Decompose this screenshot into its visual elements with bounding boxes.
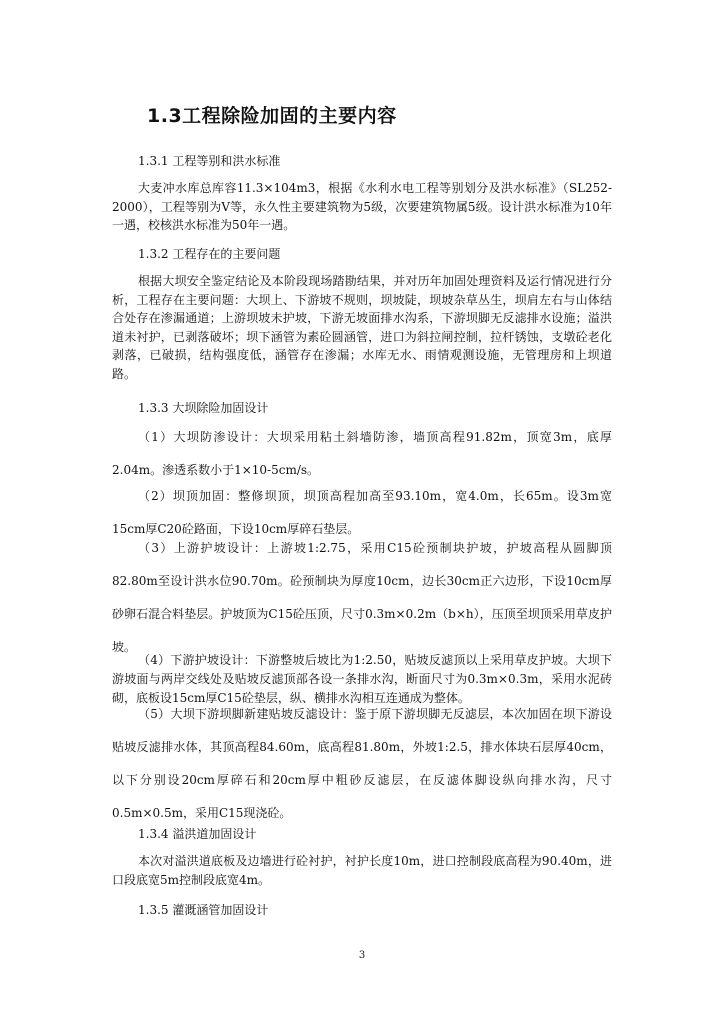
paragraph-spillway: 本次对溢洪道底板及边墙进行砼衬护，衬护长度10m，进口控制段底高程为90.40m，进口段底宽5m控制段底宽4m。 bbox=[112, 854, 612, 887]
section-heading: 1.3工程除险加固的主要内容 bbox=[147, 105, 397, 127]
paragraph-dam-crest: （2）坝顶加固：整修坝顶，坝顶高程加高至93.10m，宽4.0m，长65m。设3m宽15cm厚C20砼路面，下设10cm厚碎石垫层。 bbox=[112, 489, 612, 536]
subsection-title-1-3-4: 1.3.4 溢洪道加固设计 bbox=[138, 827, 257, 841]
subsection-title-1-3-3: 1.3.3 大坝除险加固设计 bbox=[138, 401, 269, 415]
paragraph-downstream-filter: （5）大坝下游坝脚新建贴坡反滤设计：鉴于原下游坝脚无反滤层，本次加固在坝下游设贴坡反滤排水体，其顶高程84.60m，底高程81.80m，外坡1:2.5，排水体块石层厚40cm，以下分别设20cm厚碎石和20cm厚中粗砂反滤层，在反滤体脚设纵向排水沟，尺寸0.5m×0.5m，采用C15现浇砼。 bbox=[112, 707, 612, 820]
paragraph-downstream-slope: （4）下游护坡设计：下游整坡后坡比为1:2.50，贴坡反滤顶以上采用草皮护坡。大坝下游坡面与两岸交线处及贴坡反滤顶部各设一条排水沟，断面尺寸为0.3m×0.3m，采用水泥砖砌，底板设15cm厚C15砼垫层，纵、横排水沟相互连通成为整体。 bbox=[112, 653, 612, 705]
subsection-title-1-3-2: 1.3.2 工程存在的主要问题 bbox=[138, 247, 281, 261]
paragraph-upstream-slope: （3）上游护坡设计：上游坡1:2.75，采用C15砼预制块护坡，护坡高程从圆脚顶82.80m至设计洪水位90.70m。砼预制块为厚度10cm，边长30cm正六边形，下设10cm厚砂卵石混合料垫层。护坡顶为C15砼压顶，尺寸0.3m×0.2m（b×h），压顶至坝顶采用草皮护坡。 bbox=[112, 541, 612, 654]
subsection-title-1-3-1: 1.3.1 工程等别和洪水标准 bbox=[138, 154, 281, 168]
page-number: 3 bbox=[358, 950, 366, 961]
paragraph-flood-standard: 大麦冲水库总库容11.3×104m3，根据《水利水电工程等别划分及洪水标准》（SL252-2000），工程等别为Ⅴ等，永久性主要建筑物为5级，次要建筑物属5级。设计洪水标准为10年一遇，校核洪水标准为50年一遇。 bbox=[112, 181, 612, 233]
paragraph-dam-seepage: （1）大坝防渗设计：大坝采用粘土斜墙防渗，墙顶高程91.82m，顶宽3m，底厚2.04m。渗透系数小于1×10-5cm/s。 bbox=[112, 430, 612, 477]
paragraph-main-problems: 根据大坝安全鉴定结论及本阶段现场踏勘结果，并对历年加固处理资料及运行情况进行分析，工程存在主要问题：大坝上、下游坡不规则，坝坡陡，坝坡杂草丛生，坝肩左右与山体结合处存在渗漏通道；上游坝坡未护坡，下游无坡面排水沟系，下游坝脚无反滤排水设施；溢洪道未衬护，已剥落破坏；坝下涵管为素砼圆涵管，进口为斜拉闸控制，拉杆锈蚀，支墩砼老化剥落，已破损，结构强度低，涵管存在渗漏；水库无水、雨情观测设施，无管理房和上坝道路。 bbox=[112, 274, 612, 381]
subsection-title-1-3-5: 1.3.5 灌溉涵管加固设计 bbox=[138, 903, 269, 917]
